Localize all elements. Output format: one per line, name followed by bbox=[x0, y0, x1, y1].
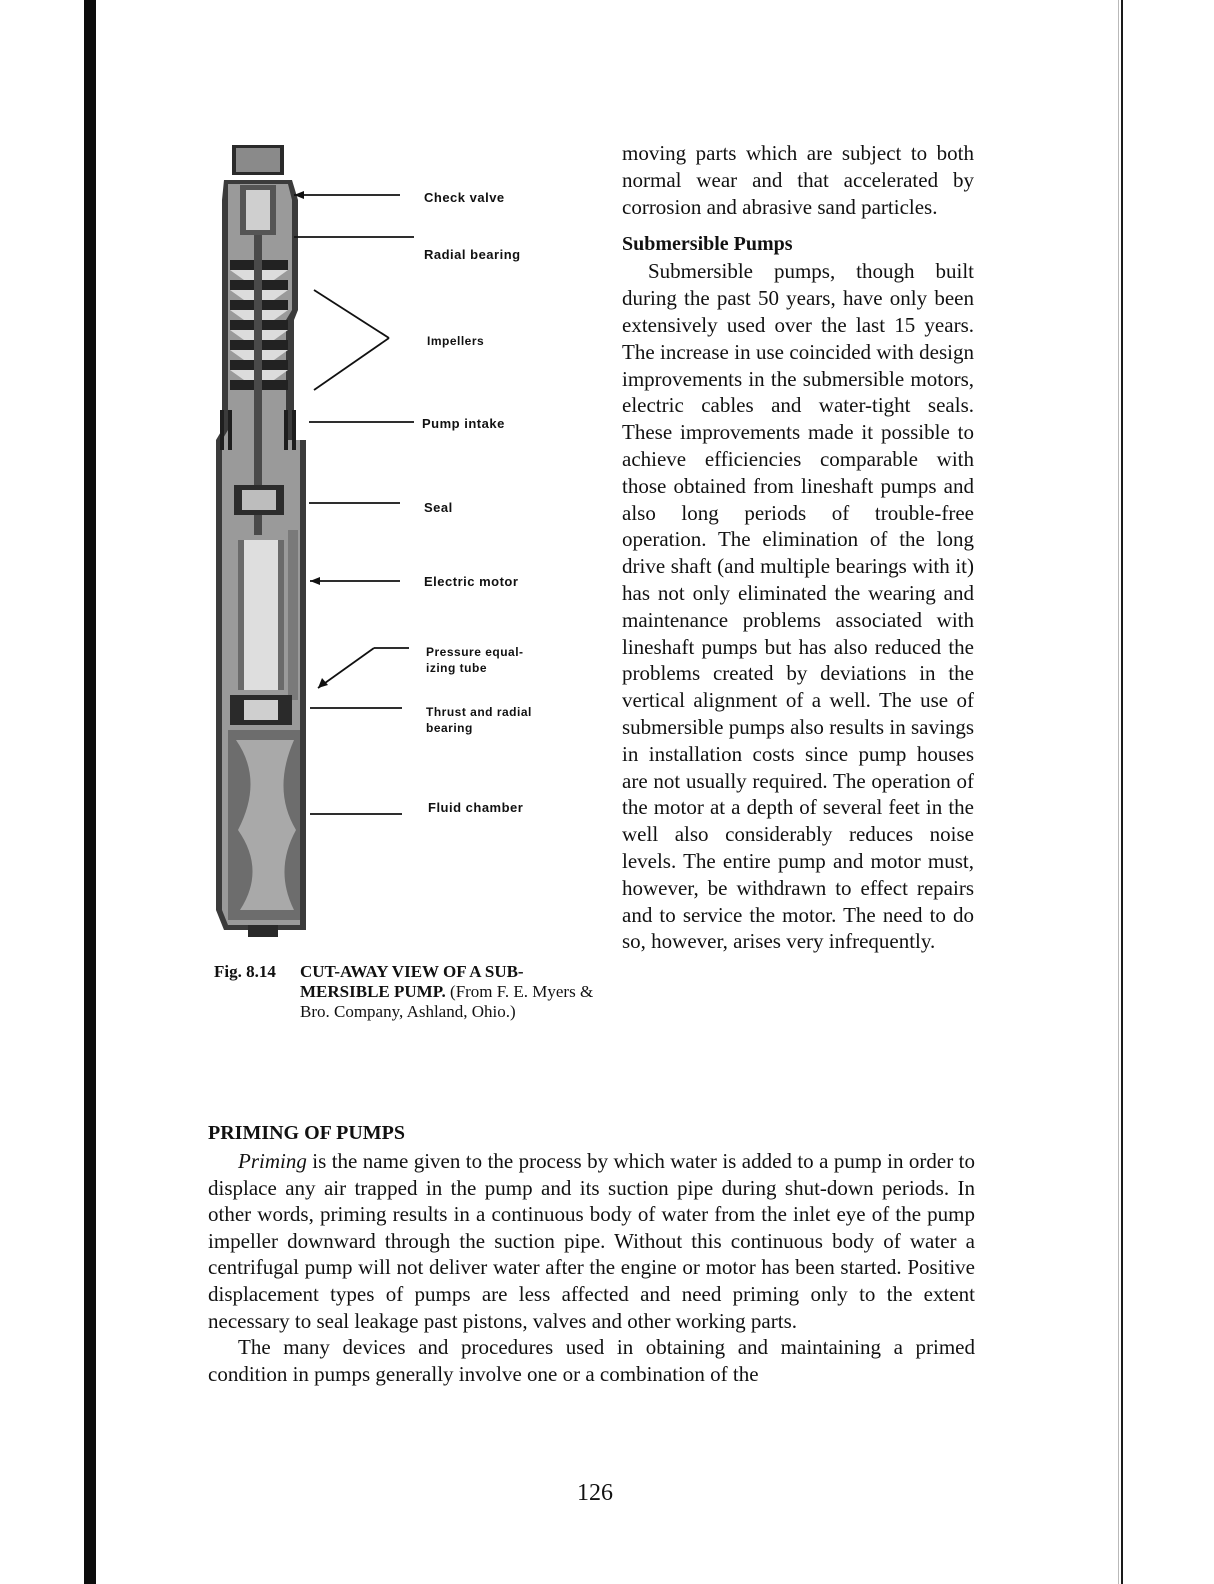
right-column bbox=[622, 140, 974, 955]
figure-caption-title: CUT-AWAY VIEW OF A SUB-MERSIBLE PUMP. bbox=[300, 962, 524, 1001]
label-check-valve: Check valve bbox=[424, 190, 505, 205]
scan-page-edge bbox=[1121, 0, 1123, 1584]
scan-page-edge-faint bbox=[1118, 0, 1119, 1584]
label-impellers: Impellers bbox=[427, 334, 485, 348]
priming-paragraph-1 bbox=[208, 1148, 975, 1334]
pump-figure bbox=[214, 140, 594, 950]
priming-term: Priming bbox=[238, 1149, 307, 1173]
figure-number: Fig. 8.14 bbox=[214, 962, 276, 981]
label-pump-intake: Pump intake bbox=[422, 416, 505, 431]
continued-paragraph: moving parts which are subject to both normal wear and that accelerated by corrosion and abrasive sand particles. bbox=[622, 141, 974, 219]
label-radial-bearing: Radial bearing bbox=[424, 247, 521, 262]
label-electric-motor: Electric motor bbox=[424, 574, 519, 589]
section-heading-priming: PRIMING OF PUMPS bbox=[208, 1122, 406, 1144]
pump-cutaway-illustration bbox=[214, 140, 594, 950]
section-heading-submersible-pumps: Submersible Pumps bbox=[622, 233, 793, 256]
label-fluid-chamber: Fluid chamber bbox=[428, 800, 524, 815]
label-seal: Seal bbox=[424, 500, 453, 515]
label-pressure-equalizing-tube: Pressure equal- izing tube bbox=[426, 645, 524, 675]
label-thrust-radial-bearing: Thrust and radial bearing bbox=[426, 705, 532, 735]
priming-paragraph-1-text: is the name given to the process by which water is added to a pump in order to displace any air trapped in the pump and its suction pipe during shut-down periods. In other words, priming results in a continuous body of water from the inlet eye of the pump impeller downward through the suction pipe. Without this continuous body of water a centrifugal pump will not deliver water after the engine or motor has been started. Positive displacement types of pumps are less affected and need priming only to the extent necessary to seal leakage past pistons, valves and other working parts. bbox=[208, 1149, 975, 1333]
priming-paragraph-2: The many devices and procedures used in obtaining and maintaining a primed condition in pumps generally involve one or a combination of the bbox=[208, 1335, 975, 1386]
submersible-pumps-paragraph: Submersible pumps, though built during the past 50 years, have only been extensively used over the last 15 years. The increase in use coincided with design improvements in the submersible motors, electric cables and water-tight seals. These improvements made it possible to achieve efficiencies comparable with those obtained from lineshaft pumps and also long periods of trouble-free operation. The elimination of the long drive shaft (and multiple bearings with it) has not only eliminated the wearing and maintenance problems associated with lineshaft pumps but has also reduced the problems created by deviations in the vertical alignment of a well. The use of submersible pumps also results in savings in installation costs since pump houses are not usually required. The operation of the motor at a depth of several feet in the well also considerably reduces noise levels. The entire pump and motor must, however, be withdrawn to effect repairs and to service the motor. The need to do so, however, arises very infrequently. bbox=[622, 259, 974, 954]
scan-binding-edge bbox=[84, 0, 96, 1584]
priming-section bbox=[208, 1118, 975, 1387]
page-number: 126 bbox=[577, 1480, 613, 1506]
figure-caption-source: (From F. E. Myers & Bro. Company, Ashland, Ohio.) bbox=[300, 982, 594, 1021]
